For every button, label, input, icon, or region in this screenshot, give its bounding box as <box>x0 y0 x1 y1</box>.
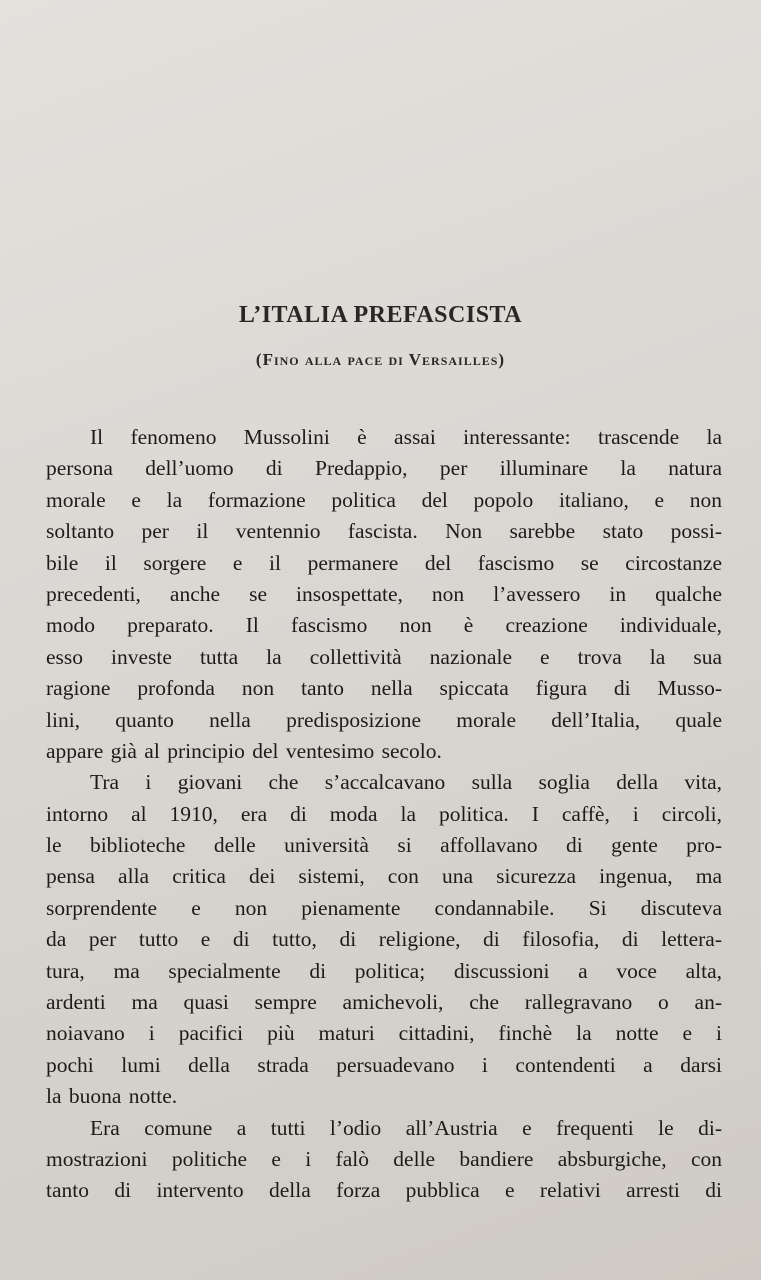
text-line: persona dell’uomo di Predappio, per illuminare la natura <box>46 456 722 481</box>
chapter-title: L’ITALIA PREFASCISTA <box>238 302 523 328</box>
text-line: pochi lumi della strada persuadevano i contendenti a darsi <box>46 1052 722 1077</box>
text-line: appare già al principio del ventesimo secolo. <box>46 738 442 763</box>
text-line: ardenti ma quasi sempre amichevoli, che rallegravano o an- <box>46 990 722 1015</box>
text-line: Tra i giovani che s’accalcavano sulla soglia della vita, <box>90 770 722 795</box>
text-line: modo preparato. Il fascismo non è creazione individuale, <box>46 613 722 638</box>
text-line: precedenti, anche se insospettate, non l’avessero in qualche <box>46 581 722 606</box>
text-line: pensa alla critica dei sistemi, con una sicurezza ingenua, ma <box>46 864 722 889</box>
text-line: intorno al 1910, era di moda la politica. I caffè, i circoli, <box>46 801 722 826</box>
text-line: le biblioteche delle università si affollavano di gente pro- <box>46 833 722 858</box>
text-line: Era comune a tutti l’odio all’Austria e frequenti le di- <box>90 1115 722 1140</box>
text-line: ragione profonda non tanto nella spiccata figura di Musso- <box>46 676 722 701</box>
text-line: esso investe tutta la collettività nazionale e trova la sua <box>46 644 722 669</box>
text-line: sorprendente e non pienamente condannabile. Si discuteva <box>46 895 722 920</box>
text-line: soltanto per il ventennio fascista. Non sarebbe stato possi- <box>46 519 722 544</box>
text-line: da per tutto e di tutto, di religione, di filosofia, di lettera- <box>46 927 722 952</box>
text-line: tura, ma specialmente di politica; discussioni a voce alta, <box>46 958 722 983</box>
text-line: la buona notte. <box>46 1084 178 1109</box>
chapter-subtitle: (Fino alla pace di Versailles) <box>255 350 506 369</box>
body-text <box>46 422 722 1207</box>
text-line: Il fenomeno Mussolini è assai interessante: trascende la <box>90 425 722 449</box>
text-line: noiavano i pacifici più maturi cittadini, finchè la notte e i <box>46 1021 722 1046</box>
text-line: tanto di intervento della forza pubblica e relativi arresti di <box>46 1178 722 1203</box>
text-line: bile il sorgere e il permanere del fascismo se circostanze <box>46 550 722 575</box>
text-line: mostrazioni politiche e i falò delle bandiere absburgiche, con <box>46 1146 722 1171</box>
text-line: lini, quanto nella predisposizione morale dell’Italia, quale <box>46 707 722 732</box>
text-line: morale e la formazione politica del popolo italiano, e non <box>46 487 722 512</box>
